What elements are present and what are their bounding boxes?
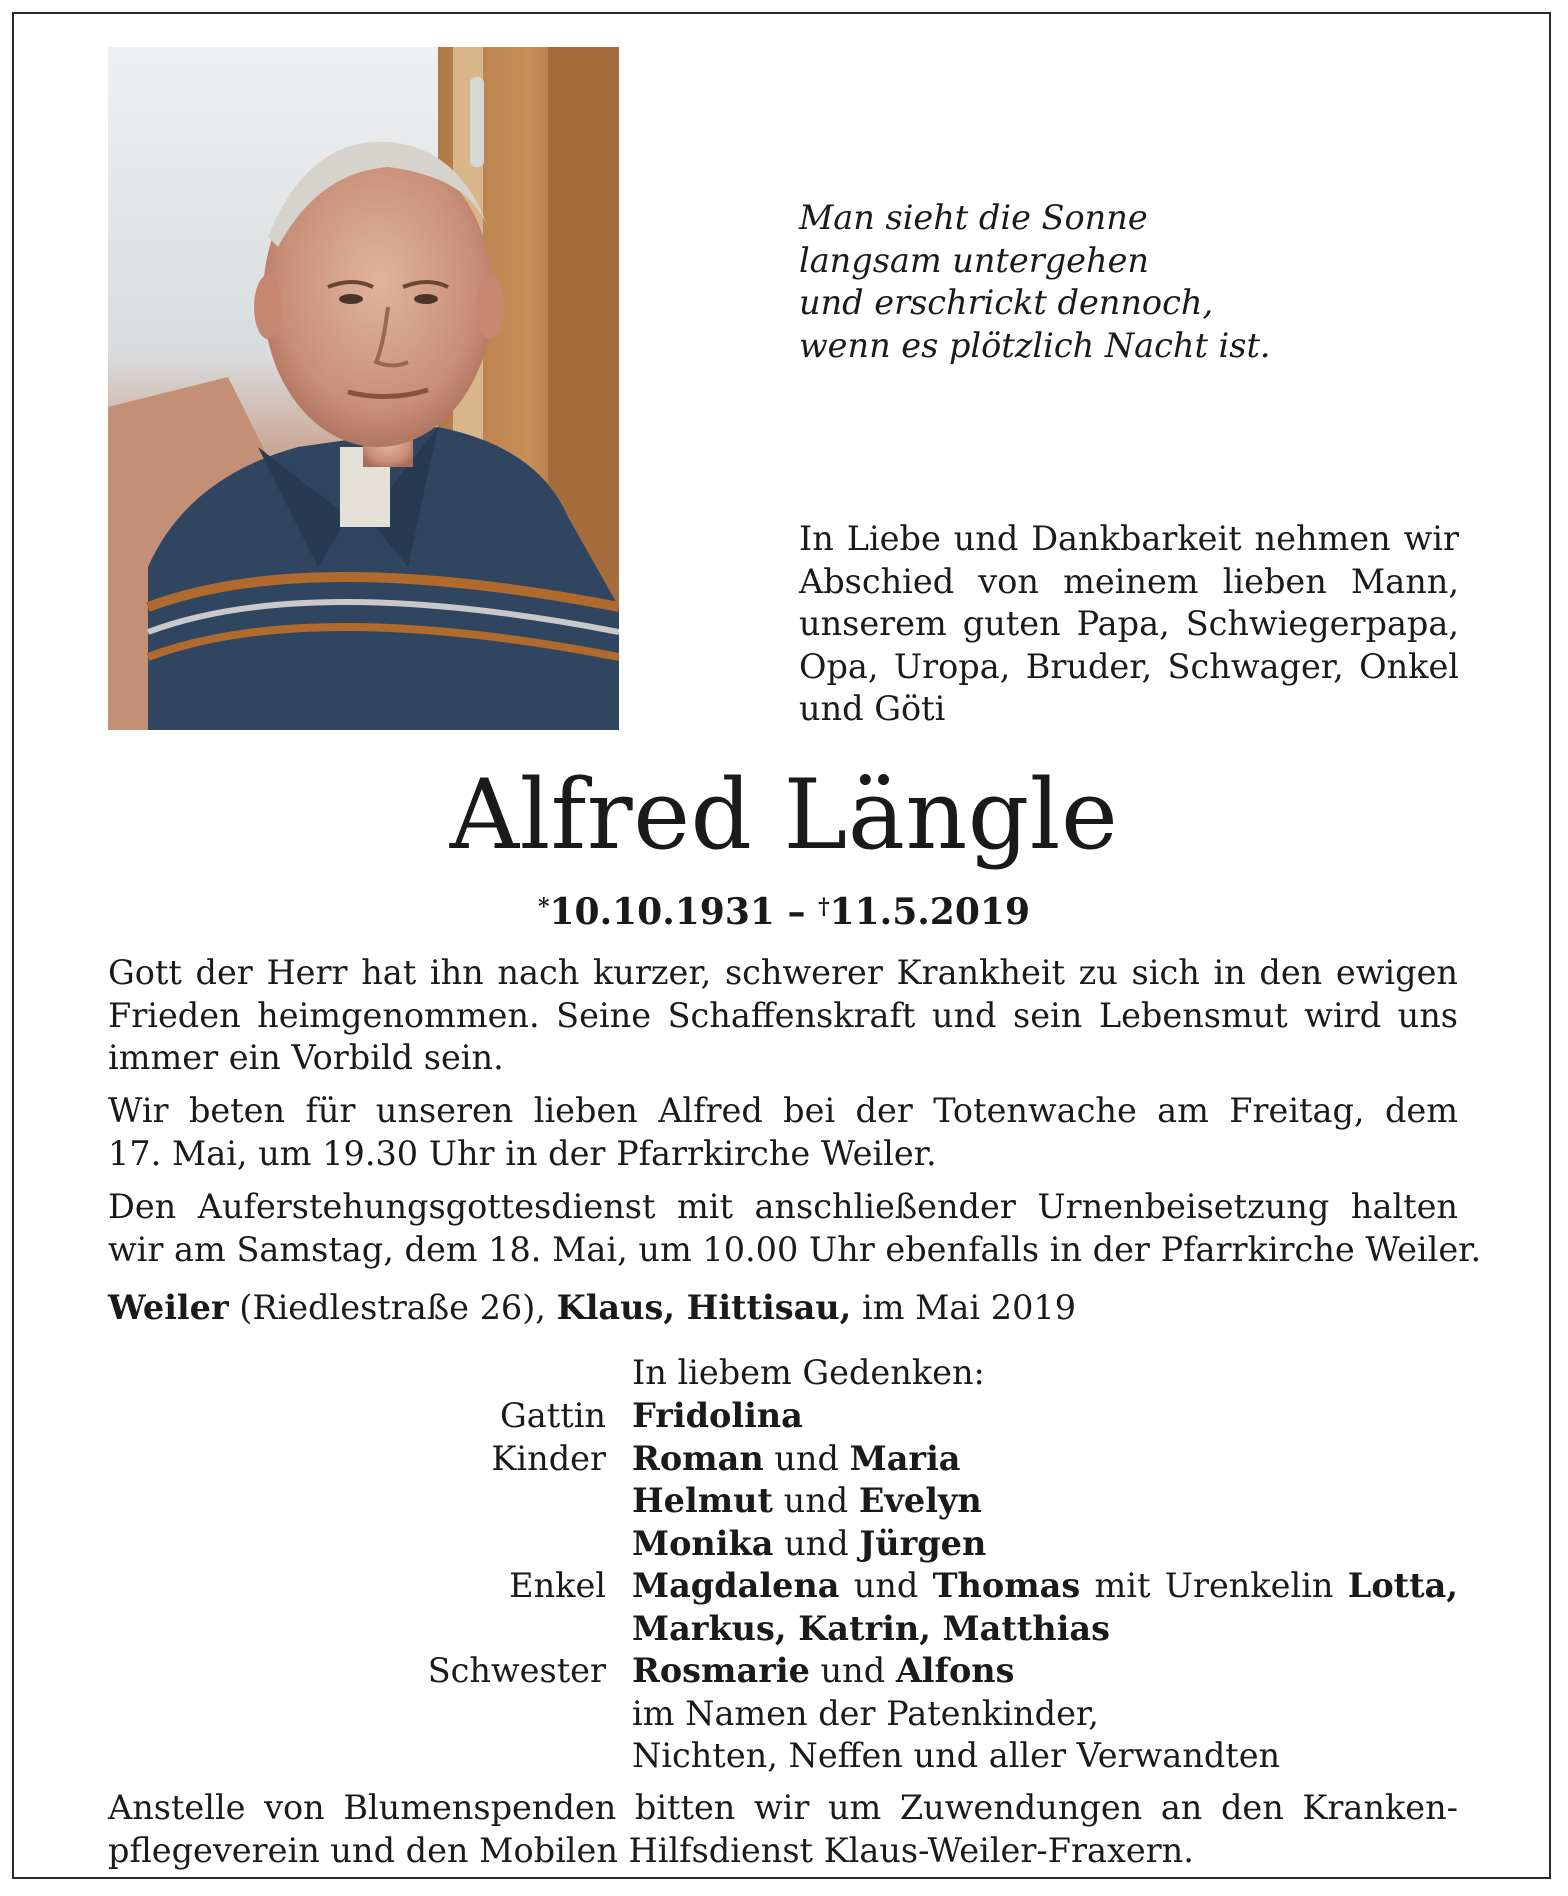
paragraph-line: Den Auferstehungsgottesdienst mit anschließender Urnenbeisetzung halten: [108, 1187, 1458, 1226]
family-name: Markus, Katrin, Matthias: [632, 1608, 1110, 1648]
family-row-gattin: [0, 1395, 1568, 1438]
in-memory-label: In liebem Gedenken:: [632, 1353, 985, 1392]
family-closing: [0, 1735, 1568, 1778]
family-name: Maria: [849, 1438, 961, 1478]
family-name: Helmut: [632, 1481, 773, 1520]
family-name: Monika: [632, 1523, 774, 1563]
family-name: Thomas: [932, 1566, 1081, 1605]
birth-symbol: *: [537, 894, 550, 920]
family-row-kinder: [0, 1523, 1568, 1566]
paragraph-line: Frieden heimgenommen. Seine Schaffenskraft und sein Lebensmut wird uns: [108, 995, 1458, 1035]
family-row-kinder: [0, 1480, 1568, 1523]
family-name: Fridolina: [632, 1396, 803, 1435]
paragraph-line: immer ein Vorbild sein.: [108, 1038, 504, 1077]
family-connector: mit Urenkelin: [1094, 1566, 1334, 1605]
relation-label: Gattin: [500, 1396, 606, 1435]
family-name: Jürgen: [859, 1523, 987, 1563]
family-conjunction: und: [853, 1566, 919, 1605]
intro-line: In Liebe und Dankbarkeit nehmen wir: [799, 519, 1459, 558]
paragraph-line: Gott der Herr hat ihn nach kurzer, schwerer Krankheit zu sich in den ewigen: [108, 953, 1458, 992]
death-symbol: †: [818, 894, 830, 920]
quote-line: und erschrickt dennoch,: [799, 283, 1214, 322]
family-name: Evelyn: [858, 1481, 982, 1520]
paragraph-line: pflegeverein und den Mobilen Hilfsdienst Klaus-Weiler-Fraxern.: [108, 1830, 1194, 1870]
quote-line: wenn es plötzlich Nacht ist.: [799, 325, 1271, 365]
birth-date: 10.10.1931: [549, 891, 775, 933]
closing-line: im Namen der Patenkinder,: [632, 1693, 1099, 1733]
family-conjunction: und: [774, 1438, 839, 1478]
paragraph-donations: [108, 1787, 1458, 1872]
family-list: [0, 1395, 1568, 1778]
paragraph-vigil: [108, 1090, 1458, 1175]
relation-label: Enkel: [509, 1566, 606, 1605]
deceased-name: Alfred Längle: [449, 759, 1119, 871]
family-conjunction: und: [820, 1651, 886, 1690]
quote-line: Man sieht die Sonne: [799, 198, 1148, 237]
closing-line: Nichten, Neffen und aller Verwandten: [632, 1736, 1281, 1775]
family-name: Roman: [632, 1438, 764, 1478]
place-town: Weiler: [108, 1288, 229, 1327]
quote-line: langsam untergehen: [799, 240, 1149, 280]
paragraph-line: wir am Samstag, dem 18. Mai, um 10.00 Uhr ebenfalls in der Pfarrkirche Weiler.: [108, 1229, 1482, 1269]
relation-label: Schwester: [427, 1651, 606, 1690]
quote-verse: [799, 197, 1499, 367]
death-date: 11.5.2019: [829, 891, 1030, 933]
paragraph-funeral: [108, 1186, 1482, 1271]
place-and-date: [108, 1287, 1458, 1330]
place-address: (Riedlestraße 26),: [239, 1288, 546, 1327]
paragraph-line: 17. Mai, um 19.30 Uhr in der Pfarrkirche Weiler.: [108, 1133, 937, 1173]
date-separator: –: [787, 891, 806, 933]
place-date: im Mai 2019: [861, 1288, 1077, 1327]
intro-line: unserem guten Papa, Schwiegerpapa,: [799, 604, 1459, 643]
place-others: Klaus, Hittisau,: [556, 1288, 852, 1327]
portrait-image: [108, 47, 619, 730]
family-row-schwester: [0, 1650, 1568, 1693]
paragraph-line: Wir beten für unseren lieben Alfred bei der Totenwache am Freitag, dem: [108, 1091, 1458, 1130]
relation-label: Kinder: [491, 1438, 606, 1478]
paragraph-passing: [108, 952, 1458, 1080]
family-row-enkel: [0, 1608, 1568, 1651]
life-dates: [0, 885, 1568, 934]
portrait-photo: [108, 47, 619, 730]
family-name: Lotta,: [1347, 1566, 1458, 1605]
intro-line: Opa, Uropa, Bruder, Schwager, Onkel: [799, 646, 1459, 686]
intro-line: und Göti: [799, 689, 946, 728]
family-closing: [0, 1693, 1568, 1736]
family-row-kinder: [0, 1438, 1568, 1481]
family-conjunction: und: [784, 1523, 849, 1563]
paragraph-line: Anstelle von Blumenspenden bitten wir um Zuwendungen an den Kranken-: [108, 1788, 1458, 1827]
family-name: Rosmarie: [632, 1651, 810, 1690]
intro-text: [799, 518, 1459, 731]
family-name: Magdalena: [632, 1566, 840, 1605]
family-conjunction: und: [783, 1481, 849, 1520]
intro-line: Abschied von meinem lieben Mann,: [799, 561, 1459, 601]
family-row-enkel: [0, 1565, 1568, 1608]
family-name: Alfons: [895, 1651, 1015, 1690]
